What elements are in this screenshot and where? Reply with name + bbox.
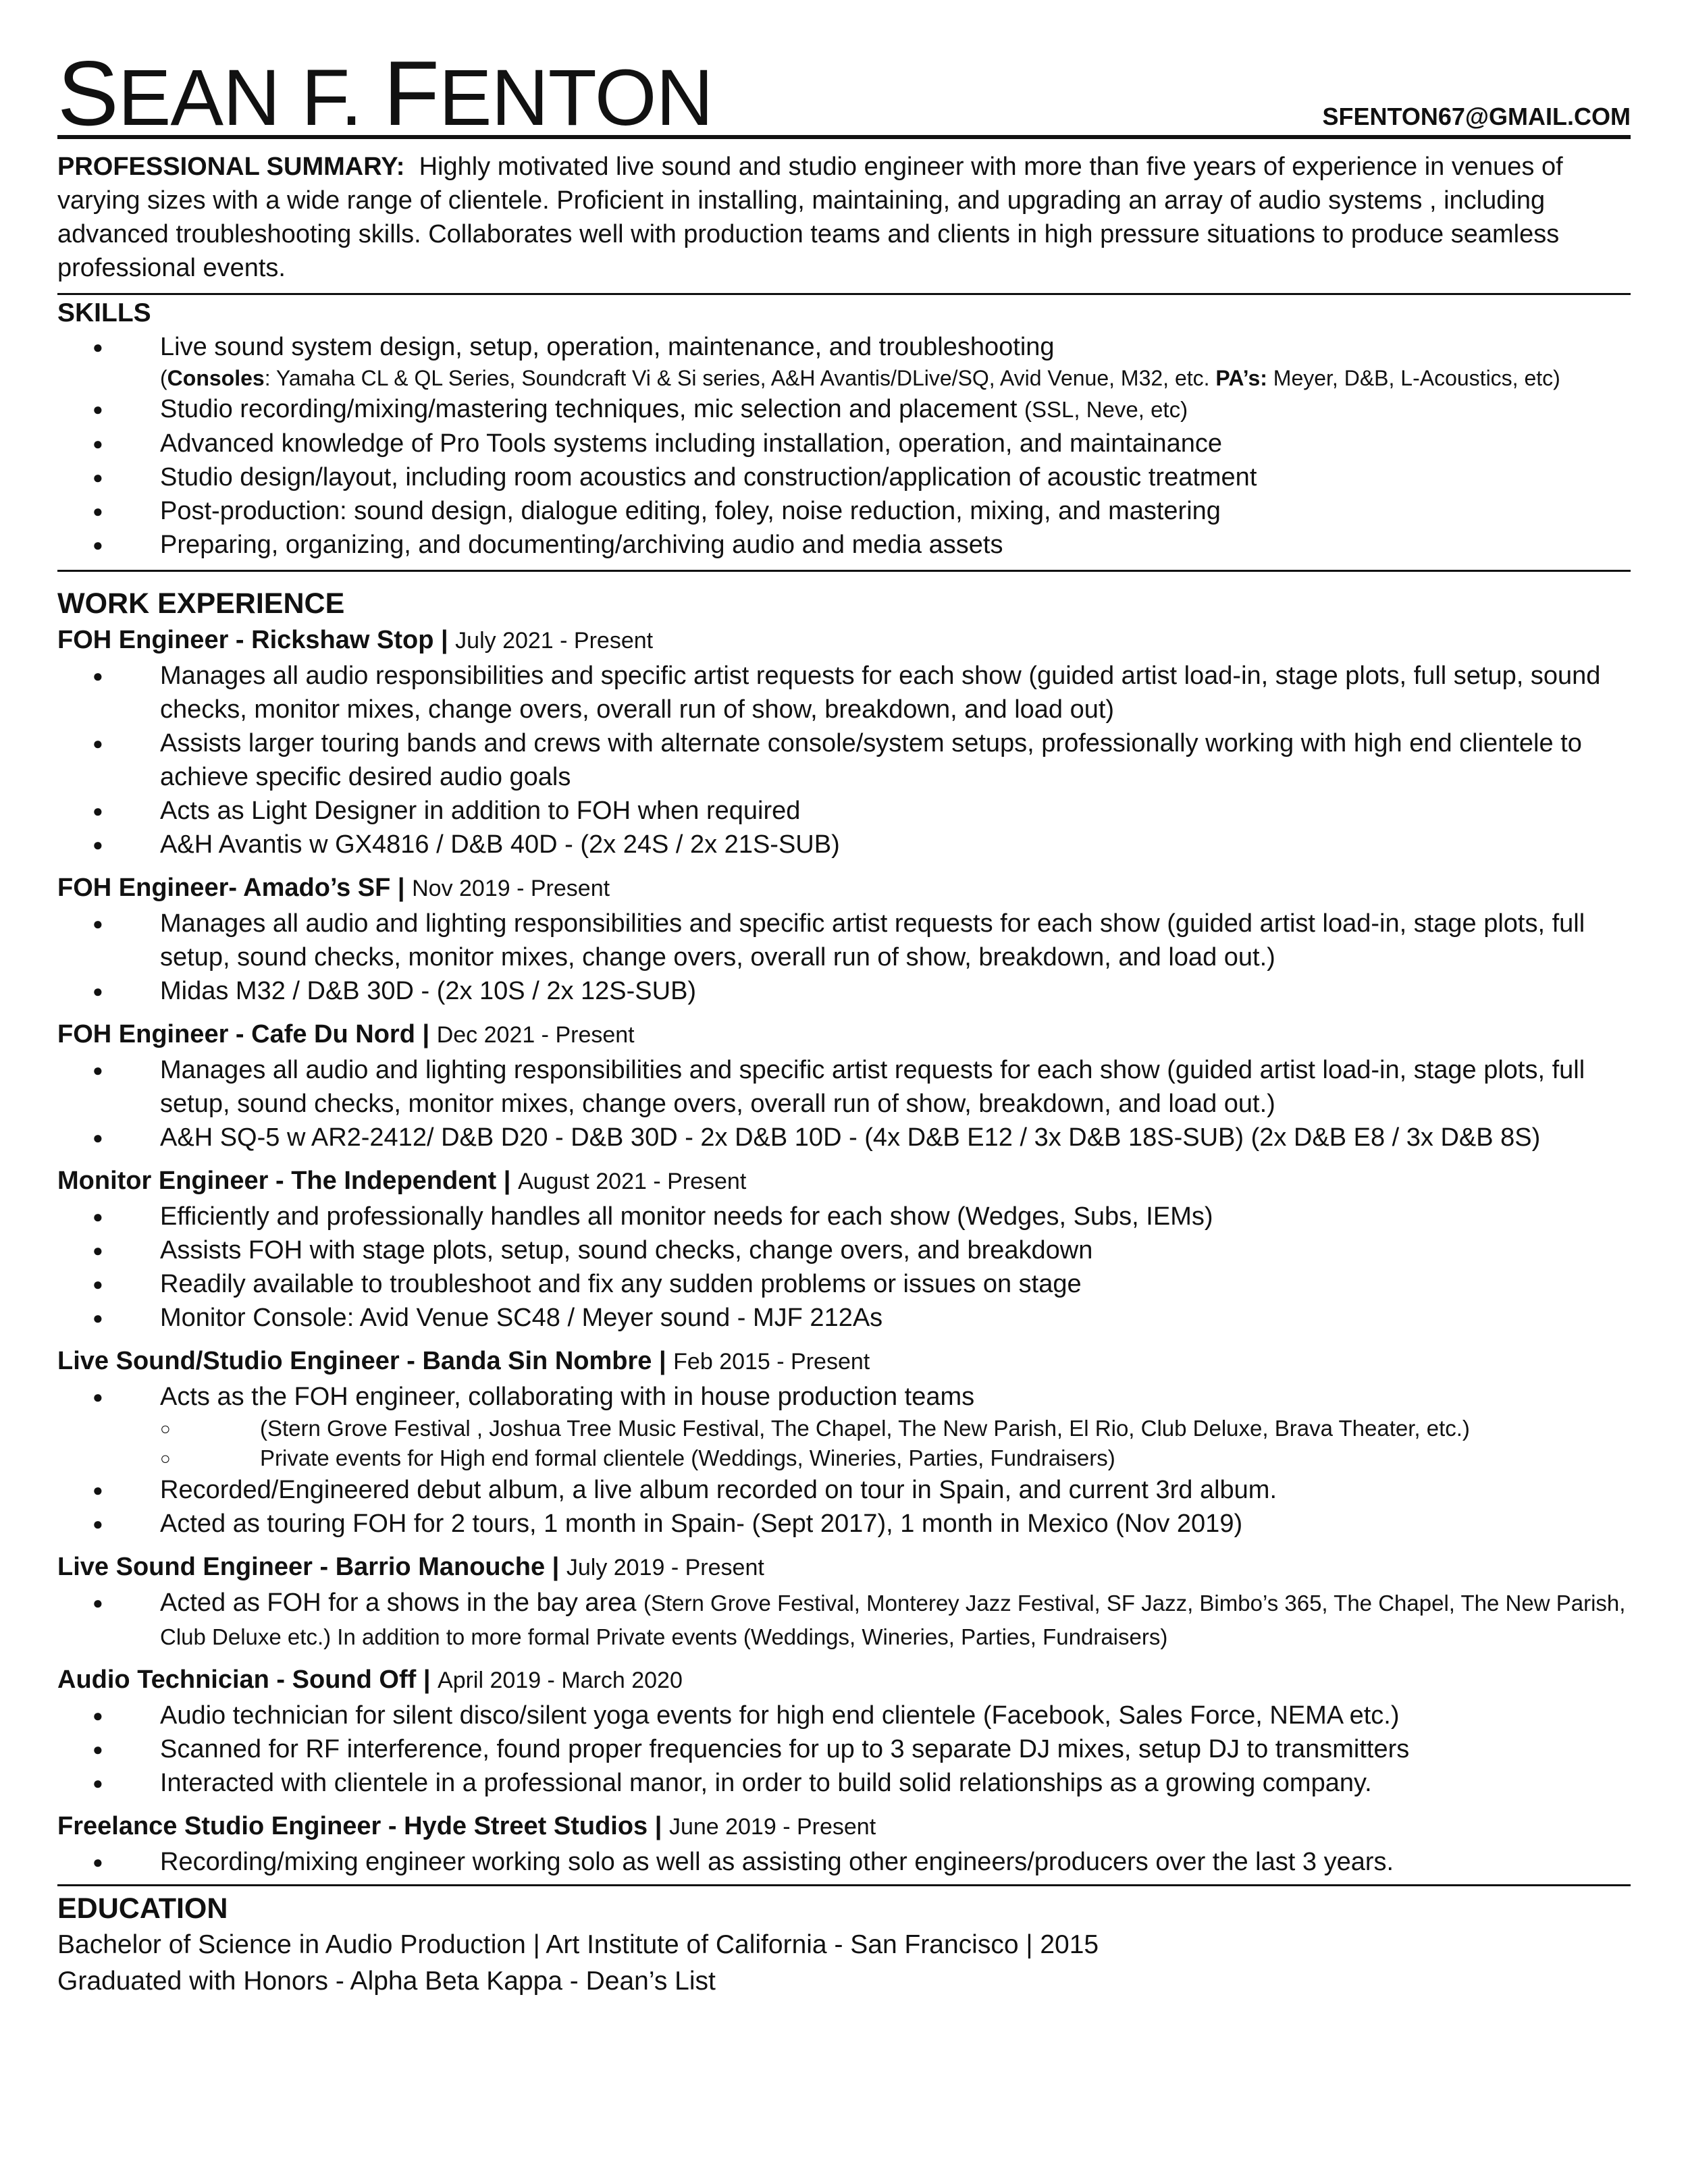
job-bullets [57, 1845, 1631, 1879]
skills-divider [57, 570, 1631, 572]
job-heading: Live Sound/Studio Engineer - Banda Sin Nombre | Feb 2015 - Present [57, 1347, 870, 1375]
job-bullets [57, 907, 1631, 1008]
job-heading: Audio Technician - Sound Off | April 2019 - March 2020 [57, 1666, 683, 1694]
email-address: SFENTON67@GMAIL.COM [1322, 103, 1631, 130]
list-item: ● Preparing, organizing, and documenting/archiving audio and media assets [57, 528, 1631, 562]
list-item: ● Recorded/Engineered debut album, a live album recorded on tour in Spain, and current 3rd album. [57, 1473, 1631, 1507]
job-bullets [57, 1053, 1631, 1154]
job-bullets [57, 1699, 1631, 1800]
list-item: ● Manages all audio responsibilities and specific artist requests for each show (guided artist load-in, stage plots, full setup, sound checks, monitor mixes, change overs, overall run of show, breakdown, and load out) [57, 659, 1631, 726]
job-bullets [57, 659, 1631, 861]
education-heading: EDUCATION [57, 1892, 228, 1925]
work-divider [57, 1884, 1631, 1886]
skills-section [57, 296, 1631, 562]
list-item: ● Monitor Console: Avid Venue SC48 / Meyer sound - MJF 212As [57, 1301, 1631, 1335]
sub-list-item: ○ (Stern Grove Festival , Joshua Tree Music Festival, The Chapel, The New Parish, El Rio, Club Deluxe, Brava Theater, etc.) [160, 1414, 1631, 1443]
skills-list [57, 330, 1631, 562]
list-item: ● Studio recording/mixing/mastering techniques, mic selection and placement (SSL, Neve, etc) [57, 392, 1631, 427]
list-item: ● Manages all audio and lighting responsibilities and specific artist requests for each show (guided artist load-in, stage plots, full setup, sound checks, monitor mixes, change overs, overall run of show, breakdown, and load out.) [57, 907, 1631, 974]
job-heading: FOH Engineer - Rickshaw Stop | July 2021 - Present [57, 626, 654, 654]
job-entry [57, 1343, 1631, 1541]
list-item: ● Live sound system design, setup, operation, maintenance, and troubleshooting (Consoles: Yamaha CL & QL Series, Soundcraft Vi & Si series, A&H Avantis/DLive/SQ, Avid Venue, M32, etc. PA’s: Meyer, D&B, L-Acoustics, etc) [57, 330, 1631, 392]
job-entry [57, 1549, 1631, 1653]
skills-heading: SKILLS [57, 298, 151, 327]
job-bullets [57, 1380, 1631, 1541]
resume-header [57, 34, 1631, 144]
list-item: ● Acts as the FOH engineer, collaborating with in house production teams ○ (Stern Grove Festival , Joshua Tree Music Festival, The Chapel, The New Parish, El Rio, Club Deluxe, Brava Theater, etc.) ○ Private events for High end formal clientele (Weddings, Wineries, Parties, Fundraisers) [57, 1380, 1631, 1473]
list-item: ● Manages all audio and lighting responsibilities and specific artist requests for each show (guided artist load-in, stage plots, full setup, sound checks, monitor mixes, change overs, overall run of show, breakdown, and load out.) [57, 1053, 1631, 1121]
work-experience-section [57, 585, 1631, 1879]
education-section [57, 1890, 1631, 2000]
list-item: ● Studio design/layout, including room acoustics and construction/application of acoustic treatment [57, 460, 1631, 494]
job-heading: Monitor Engineer - The Independent | August 2021 - Present [57, 1167, 747, 1195]
summary-label: PROFESSIONAL SUMMARY: [57, 153, 405, 181]
list-item: ● Readily available to troubleshoot and fix any sudden problems or issues on stage [57, 1267, 1631, 1301]
list-item: ● Acts as Light Designer in addition to FOH when required [57, 794, 1631, 828]
list-item: ● Recording/mixing engineer working solo as well as assisting other engineers/producers over the last 3 years. [57, 1845, 1631, 1879]
list-item: ● A&H Avantis w GX4816 / D&B 40D - (2x 24S / 2x 21S-SUB) [57, 828, 1631, 861]
list-item: ● Audio technician for silent disco/silent yoga events for high end clientele (Facebook, Sales Force, NEMA etc.) [57, 1699, 1631, 1732]
job-entry [57, 1808, 1631, 1879]
list-item: ● Acted as FOH for a shows in the bay area (Stern Grove Festival, Monterey Jazz Festival, SF Jazz, Bimbo’s 365, The Chapel, The New Parish, Club Deluxe etc.) In addition to more formal Private events (Weddings, Wineries, Parties, Fundraisers) [57, 1586, 1631, 1653]
professional-summary [57, 150, 1631, 285]
job-entry [57, 1661, 1631, 1800]
job-heading: FOH Engineer - Cafe Du Nord | Dec 2021 - Present [57, 1020, 635, 1048]
job-heading: Freelance Studio Engineer - Hyde Street Studios | June 2019 - Present [57, 1812, 876, 1840]
job-entry [57, 622, 1631, 861]
job-sub-bullets [160, 1414, 1631, 1473]
skills-equipment-note: (Consoles: Yamaha CL & QL Series, Soundcraft Vi & Si series, A&H Avantis/DLive/SQ, Avid Venue, M32, etc. PA’s: Meyer, D&B, L-Acoustics, etc) [160, 366, 1560, 390]
candidate-name: SEAN F. FENTON [57, 42, 713, 144]
list-item: ● Advanced knowledge of Pro Tools systems including installation, operation, and maintainance [57, 427, 1631, 460]
list-item: ● Scanned for RF interference, found proper frequencies for up to 3 separate DJ mixes, setup DJ to transmitters [57, 1732, 1631, 1766]
list-item: ● Interacted with clientele in a professional manor, in order to build solid relationships as a growing company. [57, 1766, 1631, 1800]
job-entry [57, 1016, 1631, 1154]
job-heading: FOH Engineer- Amado’s SF | Nov 2019 - Present [57, 874, 610, 902]
job-heading: Live Sound Engineer - Barrio Manouche | July 2019 - Present [57, 1553, 764, 1581]
education-honors: Graduated with Honors - Alpha Beta Kappa - Dean’s List [57, 1967, 716, 1996]
job-bullets [57, 1200, 1631, 1335]
list-item: ● Post-production: sound design, dialogue editing, foley, noise reduction, mixing, and mastering [57, 494, 1631, 528]
list-item: ● Assists FOH with stage plots, setup, sound checks, change overs, and breakdown [57, 1233, 1631, 1267]
summary-text: Highly motivated live sound and studio engineer with more than five years of experience in venues of varying sizes with a wide range of clientele. Proficient in installing, maintaining, and upgrading an array of audio systems , including advanced troubleshooting skills. Collaborates well with production teams and clients in high pressure situations to produce seamless professional events. [57, 153, 1563, 282]
education-degree: Bachelor of Science in Audio Production | Art Institute of California - San Francisco | 2015 [57, 1930, 1099, 1959]
list-item: ● Efficiently and professionally handles all monitor needs for each show (Wedges, Subs, IEMs) [57, 1200, 1631, 1233]
job-entry [57, 1163, 1631, 1335]
list-item: ● Assists larger touring bands and crews with alternate console/system setups, professionally working with high end clientele to achieve specific desired audio goals [57, 726, 1631, 794]
work-experience-heading: WORK EXPERIENCE [57, 587, 345, 620]
job-bullets [57, 1586, 1631, 1653]
list-item: ● Midas M32 / D&B 30D - (2x 10S / 2x 12S-SUB) [57, 974, 1631, 1008]
summary-divider [57, 293, 1631, 295]
list-item: ● A&H SQ-5 w AR2-2412/ D&B D20 - D&B 30D - 2x D&B 10D - (4x D&B E12 / 3x D&B 18S-SUB) (2x D&B E8 / 3x D&B 8S) [57, 1121, 1631, 1154]
list-item: ● Acted as touring FOH for 2 tours, 1 month in Spain- (Sept 2017), 1 month in Mexico (Nov 2019) [57, 1507, 1631, 1541]
resume-page [57, 34, 1631, 2000]
sub-list-item: ○ Private events for High end formal clientele (Weddings, Wineries, Parties, Fundraisers) [160, 1443, 1631, 1473]
job-entry [57, 870, 1631, 1008]
